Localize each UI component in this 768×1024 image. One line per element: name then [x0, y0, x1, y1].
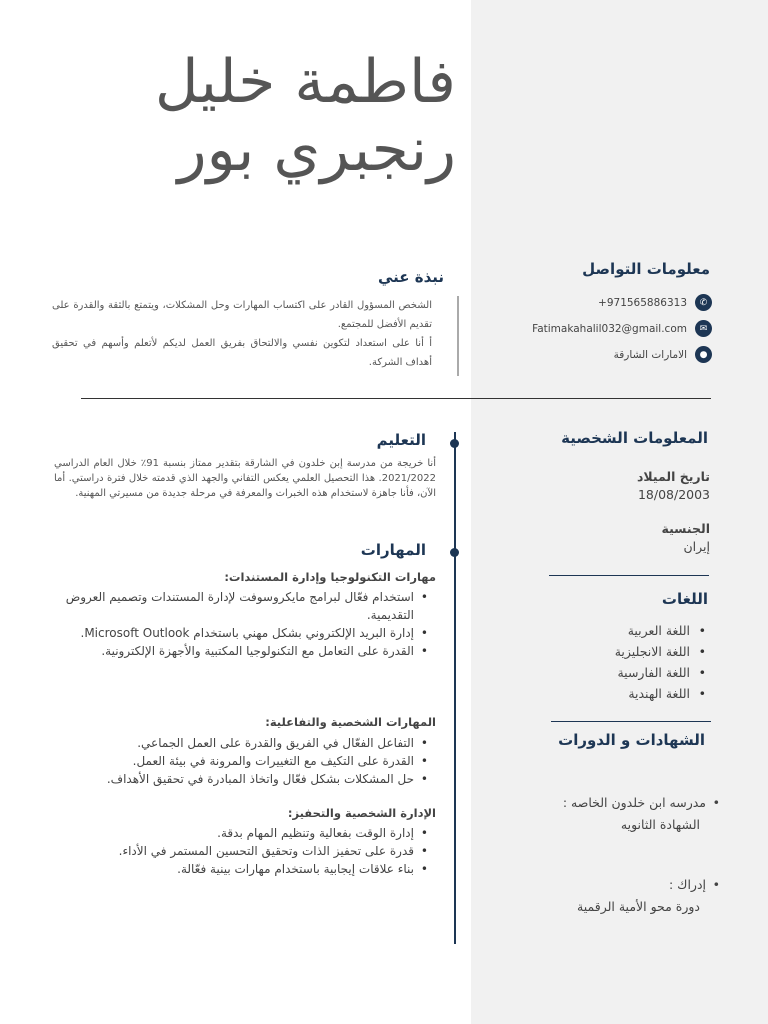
mail-icon: ✉ [695, 320, 712, 337]
list-item: • اللغة الانجليزية [615, 641, 710, 662]
timeline-line [454, 432, 456, 944]
list-item: • التفاعل الفعّال في الفريق والقدرة على العمل الجماعي. [56, 734, 436, 752]
about-text: الشخص المسؤول القادر على اكتساب المهارات وحل المشكلات، ويتمتع بالثقة والقدرة على تقديم الأفضل للمجتمع. أ أنا على استعداد لتكوين نفسي والالتحاق بفريق العمل لديكم لأتعلم وأسهم في تحقيق أهداف الشركة. [52, 300, 432, 368]
skills-group-title: مهارات التكنولوجيا وإدارة المستندات: [224, 570, 436, 584]
list-item: • القدرة على التعامل مع التكنولوجيا المكتبية والأجهزة الإلكترونية. [56, 642, 436, 660]
phone-icon: ✆ [695, 294, 712, 311]
section-divider [81, 398, 711, 399]
personal-info-title: المعلومات الشخصية [561, 429, 708, 447]
education-title: التعليم [376, 431, 426, 449]
contact-phone [598, 294, 712, 311]
list-item: • بناء علاقات إيجابية باستخدام مهارات بينية فعّالة. [56, 860, 436, 878]
phone-text: +971565886313 [598, 296, 687, 309]
list-item: • القدرة على التكيف مع التغييرات والمرونة في بيئة العمل. [56, 752, 436, 770]
certificate-institution: إدراك : [668, 877, 706, 892]
name-line-1: فاطمة خليل [154, 47, 456, 117]
nationality-value: إيران [683, 539, 710, 554]
sidebar-background [471, 0, 768, 1024]
skills-title: المهارات [360, 541, 426, 559]
contact-email [532, 320, 712, 337]
email-text: Fatimakahalil032@gmail.com [532, 322, 687, 335]
list-item: • اللغة العربية [615, 620, 710, 641]
about-divider [457, 296, 459, 376]
certificate-name: الشهادة الثانويه [620, 817, 700, 832]
sidebar-divider [549, 575, 709, 576]
location-pin-icon: ● [695, 346, 712, 363]
person-name [96, 48, 456, 184]
skills-list [56, 824, 436, 878]
skills-group-title: المهارات الشخصية والتفاعلية: [265, 715, 436, 729]
languages-title: اللغات [661, 590, 708, 608]
list-item: • حل المشكلات بشكل فعّال واتخاذ المبادرة في تحقيق الأهداف. [56, 770, 436, 788]
certificate-institution: مدرسه ابن خلدون الخاصه : [562, 795, 706, 810]
education-text: أنا خريجة من مدرسة إبن خلدون في الشارقة بتقدير ممتاز بنسبة 91٪ خلال العام الدراسي 2021/2022. هذا التحصيل العلمي يعكس التفاني والجهد الذي قدمته خلال فترة دراستي. أما الآن، فأنا جاهزة لاستخدام هذه الخبرات والمعرفة في مرحلة جديدة من مسيرتي المهنية. [54, 458, 436, 499]
timeline-dot-skills [450, 548, 459, 557]
list-item: • استخدام فعّال لبرامج مايكروسوفت لإدارة المستندات وتصميم العروض التقديمية. [56, 588, 436, 624]
skills-list [56, 588, 436, 660]
timeline-dot-education [450, 439, 459, 448]
list-item: • قدرة على تحفيز الذات وتحقيق التحسين المستمر في الأداء. [56, 842, 436, 860]
list-item: • إدارة الوقت بفعالية وتنظيم المهام بدقة. [56, 824, 436, 842]
certificate-item: • مدرسه ابن خلدون الخاصه : الشهادة الثانويه [546, 792, 706, 836]
languages-list [615, 620, 710, 704]
birth-date-value: 18/08/2003 [637, 487, 710, 502]
skills-list [56, 734, 436, 788]
list-item: • إدارة البريد الإلكتروني بشكل مهني باستخدام Microsoft Outlook. [56, 624, 436, 642]
name-line-2: رنجبري بور [177, 115, 456, 185]
birth-date-label: تاريخ الميلاد [636, 469, 710, 484]
about-title: نبذة عني [377, 268, 444, 286]
certificate-name: دورة محو الأمية الرقمية [577, 899, 700, 914]
sidebar-divider [551, 721, 711, 722]
contact-location [614, 346, 712, 363]
nationality-label: الجنسية [661, 521, 710, 536]
list-item: • اللغة الهندية [615, 683, 710, 704]
certificates-title: الشهادات و الدورات [558, 731, 705, 749]
contact-title: معلومات التواصل [582, 260, 710, 278]
skills-group-title: الإدارة الشخصية والتحفيز: [287, 806, 436, 820]
list-item: • اللغة الفارسية [615, 662, 710, 683]
certificate-item: • إدراك : دورة محو الأمية الرقمية [546, 874, 706, 918]
location-text: الامارات الشارقة [613, 348, 687, 361]
